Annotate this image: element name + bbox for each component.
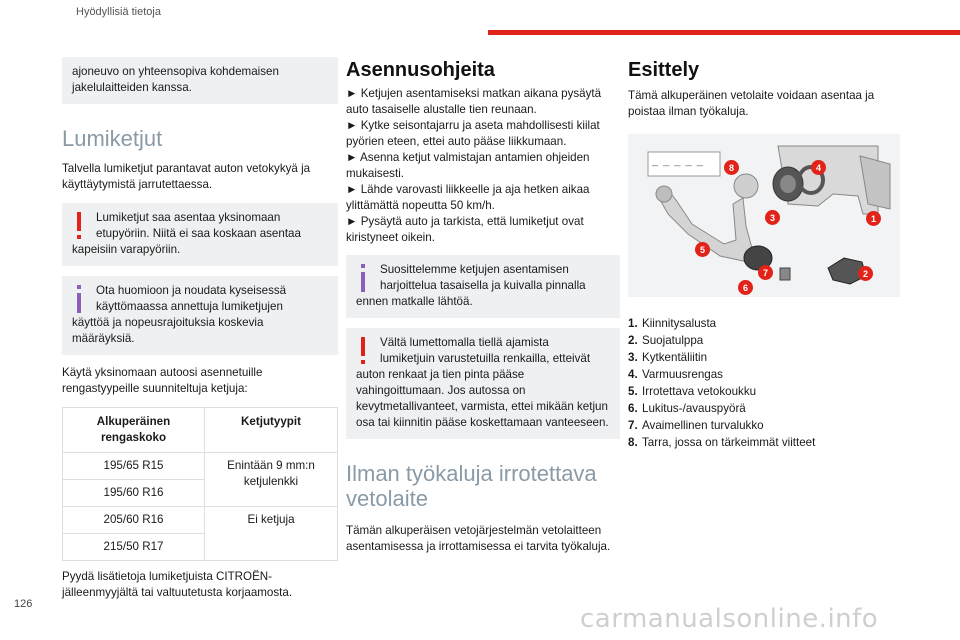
towbar-illustration — [628, 134, 900, 297]
warning-icon — [356, 337, 370, 365]
callout-7: 7 — [758, 265, 773, 280]
list-item: 7. Avaimellinen turvalukko — [628, 419, 764, 432]
list-item: 4. Varmuusrengas — [628, 368, 723, 381]
presentation-title: Esittely — [628, 59, 700, 81]
table-cell-tyre: 195/65 R15 — [63, 453, 205, 480]
list-item: 6. Lukitus-/avauspyörä — [628, 402, 746, 415]
page-number: 126 — [14, 598, 33, 610]
installation-steps — [346, 86, 620, 246]
table-cell-tyre: 205/60 R16 — [63, 507, 205, 534]
tyre-chain-table — [62, 407, 338, 561]
list-item: 8. Tarra, jossa on tärkeimmät viitteet — [628, 436, 816, 449]
list-item: 1. Kiinnitysalusta — [628, 317, 717, 330]
table-header-tyre-size: Alkuperäinen rengaskoko — [63, 408, 205, 453]
intro-box: ajoneuvo on yhteensopiva kohdemaisen jakelulaitteiden kanssa. — [62, 57, 338, 104]
table-header-chain-type: Ketjutyypit — [205, 408, 338, 453]
step-item: ► Ketjujen asentamiseksi matkan aikana pysäytä auto tasaiselle alustalle tien reunaan. — [346, 87, 602, 116]
parts-list — [628, 315, 900, 451]
callout-4: 4 — [811, 160, 826, 175]
column-right — [628, 50, 900, 451]
step-item: ► Asenna ketjut valmistajan antamien ohjeiden mukaisesti. — [346, 151, 590, 180]
presentation-text: Tämä alkuperäinen vetolaite voidaan asentaa ja poistaa ilman työkaluja. — [628, 89, 875, 118]
info-icon — [356, 264, 370, 292]
towbar-title: Ilman työkaluja irrotettava vetolaite — [346, 461, 597, 511]
list-item: 2. Suojatulppa — [628, 334, 704, 347]
label-sticker-placeholder: _ _ _ _ _ — [652, 155, 704, 167]
list-item: 3. Kytkentäliitin — [628, 351, 708, 364]
step-item: ► Pysäytä auto ja tarkista, että lumiketjut ovat kiristyneet oikein. — [346, 215, 584, 244]
header-accent-bar — [488, 30, 960, 35]
installation-title: Asennusohjeita — [346, 59, 495, 81]
callout-6: 6 — [738, 280, 753, 295]
section-header: Hyödyllisiä tietoja — [76, 6, 161, 18]
step-item: ► Kytke seisontajarru ja aseta mahdollisesti kiilat pyörien eteen, ettei auto pääse liikkumaan. — [346, 119, 600, 148]
info-icon — [72, 285, 86, 313]
chain-usage-text: Käytä yksinomaan autoosi asennetuille rengastyypeille suunniteltuja ketjuja: — [62, 366, 263, 395]
table-cell-chain: Enintään 9 mm:n ketjulenkki — [205, 453, 338, 507]
warning-box-snowless-road: Vältä lumettomalla tiellä ajamista lumiketjuin varustetuilla renkailla, etteivät auton renkaat ja tien pinta pääse vahingoittumaan. Jos autossa on kevytmetallivanteet, varmista, ettei mikään ketjun osa tai kiinnitin pääse koskettamaan vanteeseen. — [346, 328, 620, 439]
callout-8: 8 — [724, 160, 739, 175]
more-info-text: Pyydä lisätietoja lumiketjuista CITROËN-jälleenmyyjältä tai valtuutetusta korjaamosta. — [62, 570, 293, 599]
warning-box-front-wheels: Lumiketjut saa asentaa yksinomaan etupyöriin. Niitä ei saa koskaan asentaa kapeisiin varapyöriin. — [62, 203, 338, 266]
column-left — [62, 50, 338, 601]
column-middle — [346, 50, 620, 555]
callout-5: 5 — [695, 242, 710, 257]
table-cell-tyre: 195/60 R16 — [63, 480, 205, 507]
callout-2: 2 — [858, 266, 873, 281]
towbar-text: Tämän alkuperäisen vetojärjestelmän vetolaitteen asentamisessa ja irrottamisessa ei tarvita työkaluja. — [346, 524, 611, 553]
callout-1: 1 — [866, 211, 881, 226]
table-cell-tyre: 215/50 R17 — [63, 534, 205, 561]
table-cell-chain: Ei ketjuja — [205, 507, 338, 561]
list-item: 5. Irrotettava vetokoukku — [628, 385, 757, 398]
info-box-regulations: Ota huomioon ja noudata kyseisessä käyttömaassa annettuja lumiketjujen käyttöä ja nopeusrajoituksia koskevia määräyksiä. — [62, 276, 338, 355]
snow-chains-text: Talvella lumiketjut parantavat auton vetokykyä ja käyttäytymistä jarrutettaessa. — [62, 162, 311, 191]
warning-icon — [72, 212, 86, 240]
callout-3: 3 — [765, 210, 780, 225]
snow-chains-title: Lumiketjut — [62, 126, 163, 151]
step-item: ► Lähde varovasti liikkeelle ja aja hetken aikaa ylittämättä nopeutta 50 km/h. — [346, 183, 590, 212]
info-box-practice: Suosittelemme ketjujen asentamisen harjoittelua tasaisella ja kuivalla pinnalla ennen matkalle lähtöä. — [346, 255, 620, 318]
watermark: carmanualsonline.info — [580, 604, 879, 634]
